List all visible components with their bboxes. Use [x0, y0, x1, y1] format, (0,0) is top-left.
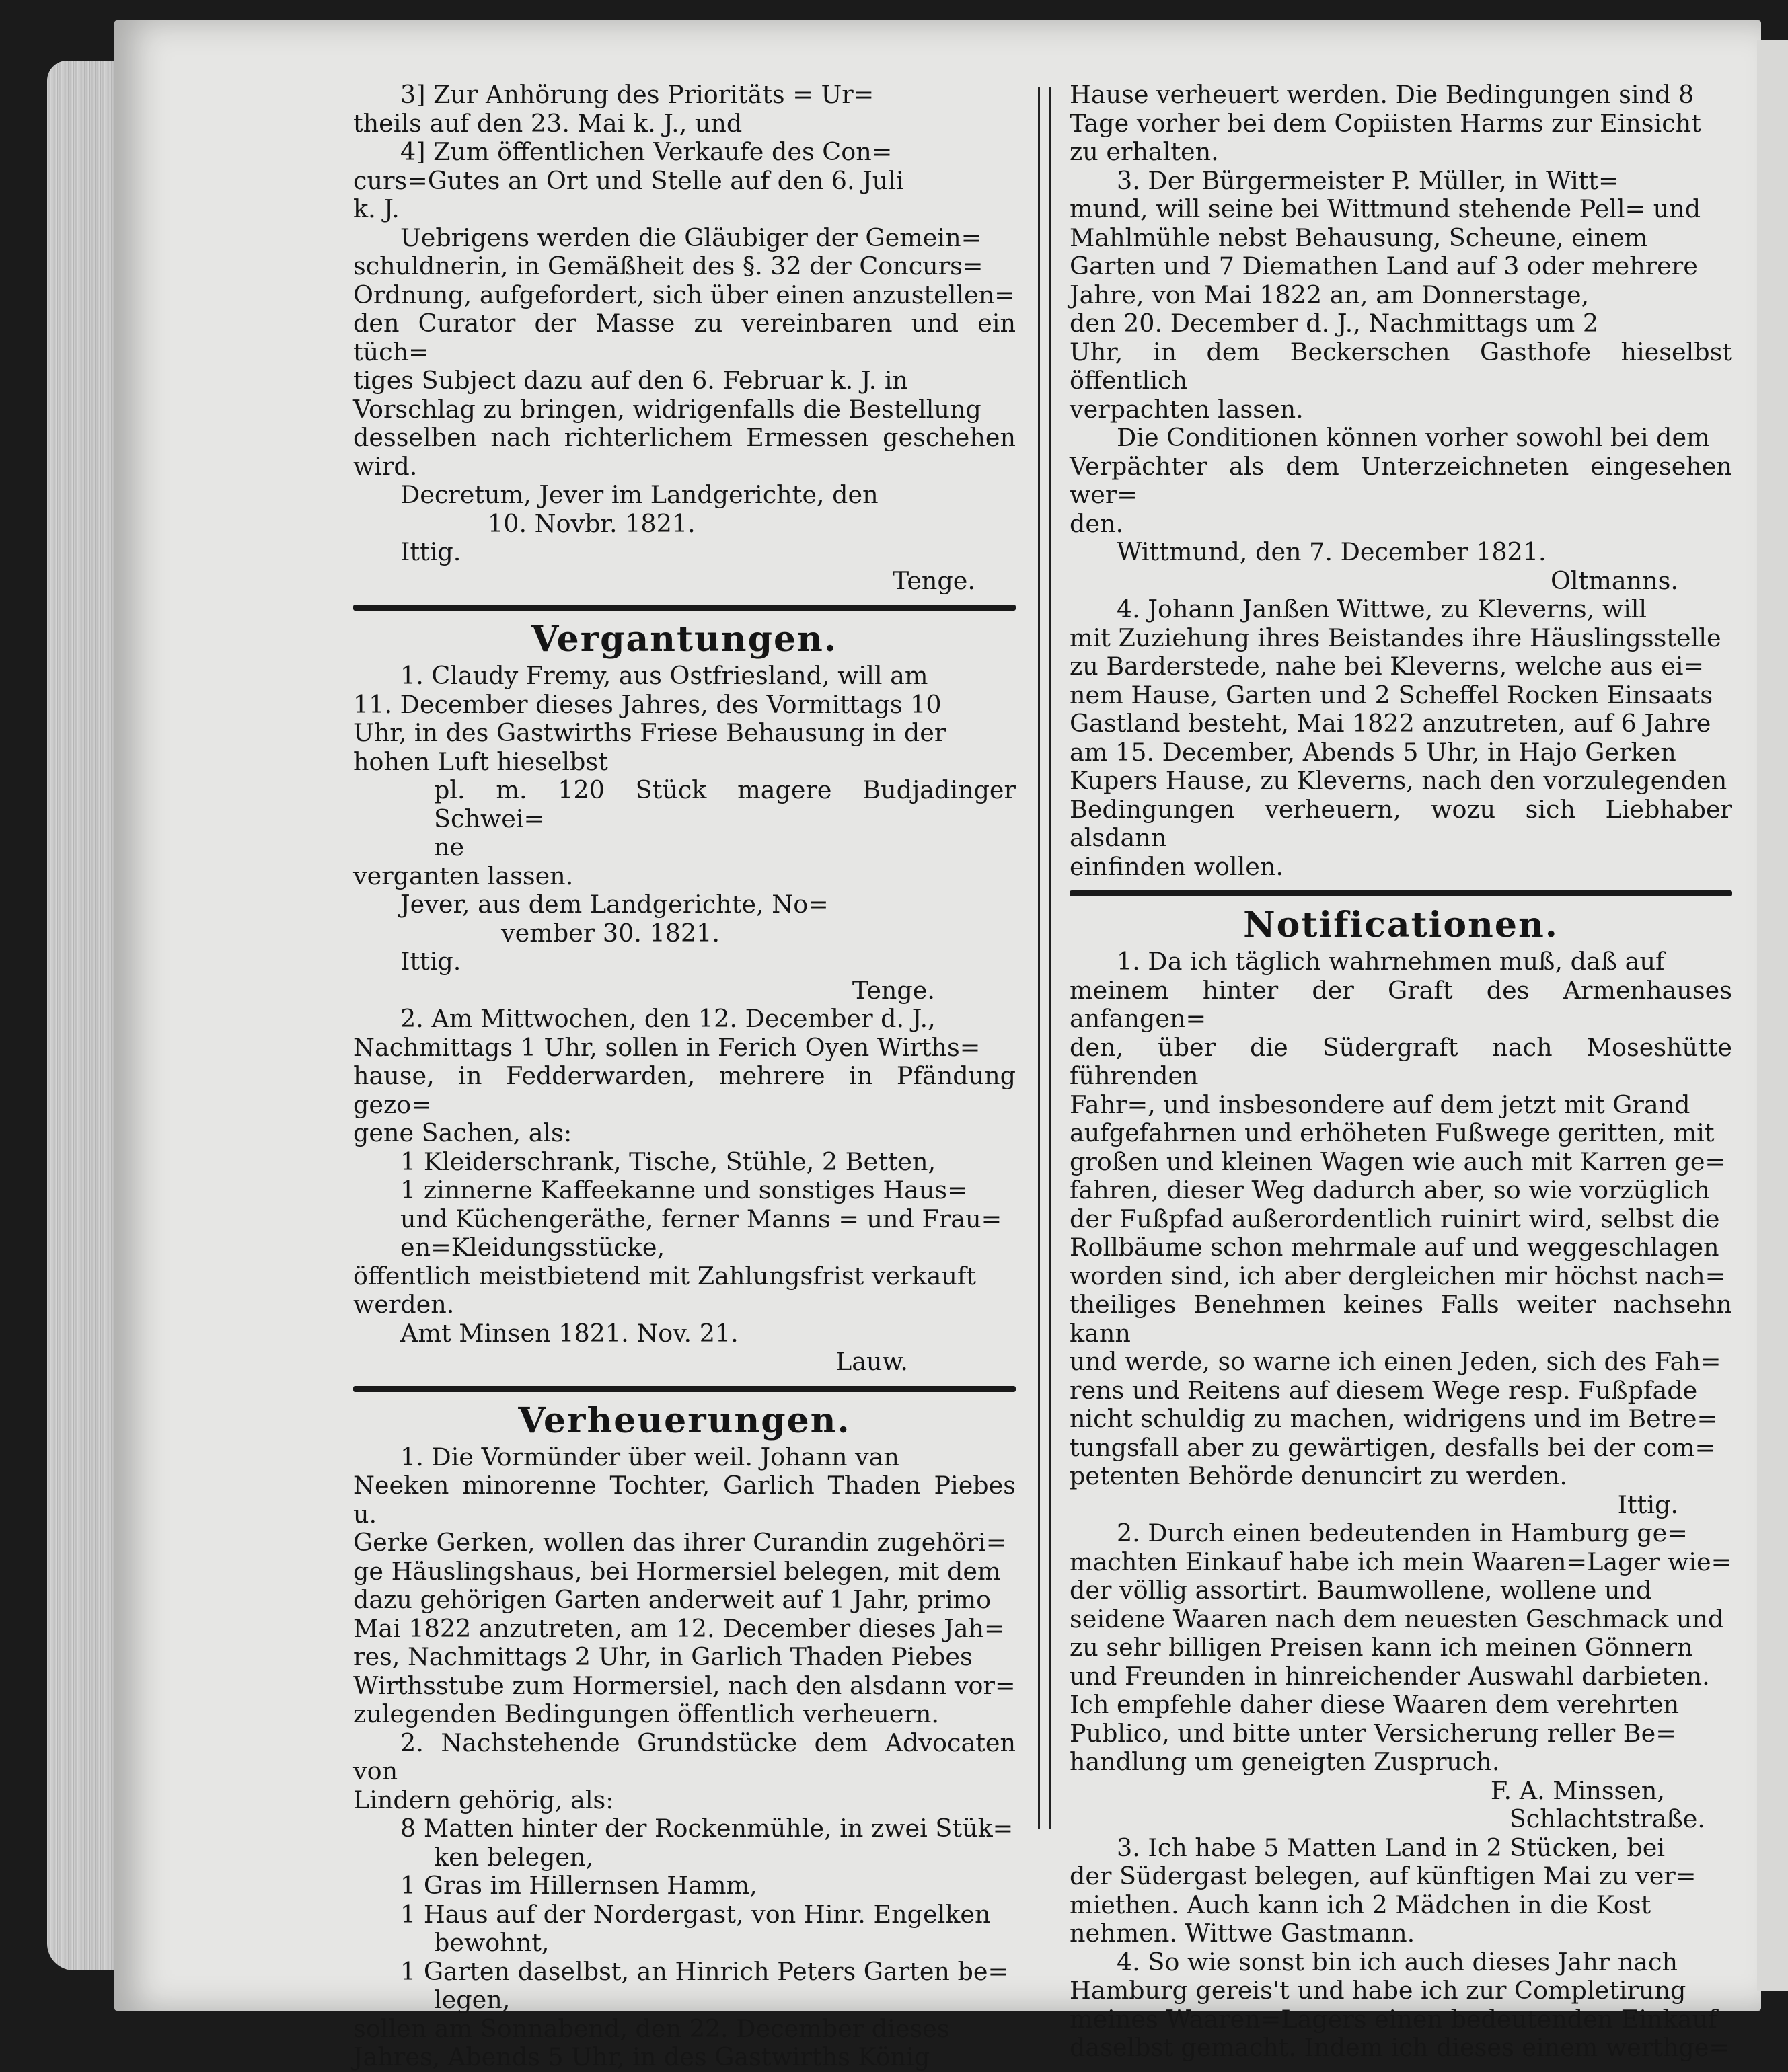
text-line: tungsfall aber zu gewärtigen, desfalls bei der com=	[1070, 1432, 1716, 1462]
text-line: und werde, so warne ich einen Jeden, sich des Fah=	[1070, 1347, 1721, 1376]
text-line: zu Barderstede, nahe bei Kleverns, welche aus ei=	[1070, 652, 1704, 681]
text-line: tiges Subject dazu auf den 6. Februar k. J. in	[353, 366, 909, 395]
text-line: dazu gehörigen Garten anderweit auf 1 Jahr, primo	[353, 1585, 992, 1614]
text-line: aufgefahrnen und erhöheten Fußwege geritten, mit	[1070, 1118, 1715, 1147]
column-separator	[1038, 87, 1051, 1829]
text-line: bewohnt,	[434, 1928, 550, 1957]
text-line: öffentlich meistbietend mit Zahlungsfrist verkauft	[353, 1261, 977, 1291]
text-line: fahren, dieser Weg dadurch aber, so wie vorzüglich	[1070, 1176, 1710, 1204]
text-line: schuldnerin, in Gemäßheit des §. 32 der Concurs=	[353, 252, 983, 280]
section-heading: Notificationen.	[1243, 905, 1559, 946]
text-line: den 20. December d. J., Nachmittags um 2	[1070, 309, 1599, 338]
text-line: Bedingungen verheuern, wozu sich Liebhaber alsdann	[1070, 794, 1732, 852]
text-line: Uhr, in dem Beckerschen Gasthofe hieselbst öffentlich	[1070, 337, 1732, 395]
text-line: Jahre, von Mai 1822 an, am Donnerstage,	[1070, 280, 1590, 309]
section-rule	[1070, 890, 1732, 896]
text-line: 2. Durch einen bedeutenden in Hamburg ge=	[1117, 1519, 1688, 1547]
text-line: ne	[434, 833, 465, 861]
signature: Ittig.	[400, 537, 461, 566]
left-column	[353, 81, 1016, 2072]
text-line: zulegenden Bedingungen öffentlich verheuern.	[353, 1699, 940, 1728]
text-line: Wirthsstube zum Hormersiel, nach den alsdann vor=	[353, 1671, 1016, 1700]
text-line: großen und kleinen Wagen wie auch mit Karren ge=	[1070, 1147, 1726, 1176]
section-heading: Vergantungen.	[531, 619, 837, 660]
text-line: Nachmittags 1 Uhr, sollen in Ferich Oyen Wirths=	[353, 1032, 981, 1062]
text-line: 4. Johann Janßen Wittwe, zu Kleverns, will	[1117, 594, 1647, 623]
text-line: Hamburg gereis't und habe ich zur Completirung	[1070, 1976, 1686, 2005]
signature: F. A. Minssen,	[1490, 1775, 1665, 1805]
text-line: Lindern gehörig, als:	[353, 1785, 614, 1814]
book-page-edges	[47, 61, 121, 1970]
text-line: werden.	[353, 1290, 455, 1319]
text-line: Uhr, in des Gastwirths Friese Behausung in der	[353, 718, 946, 747]
text-line: zu erhalten.	[1070, 137, 1219, 166]
text-line: rens und Reitens auf diesem Wege resp. Fußpfade	[1070, 1375, 1698, 1405]
text-line: einfinden wollen.	[1070, 851, 1283, 881]
text-line: 4. So wie sonst bin ich auch dieses Jahr nach	[1117, 1947, 1678, 1977]
text-line: en=Kleidungsstücke,	[400, 1233, 665, 1262]
text-line: curs=Gutes an Ort und Stelle auf den 6. Juli	[353, 165, 904, 195]
text-line: Verpächter als dem Unterzeichneten eingesehen wer=	[1070, 451, 1732, 509]
text-line: verpachten lassen.	[1070, 394, 1304, 424]
text-line: Jahres, Abends 5 Uhr, in des Gastwirths König	[353, 2042, 930, 2071]
date-line: Amt Minsen 1821. Nov. 21.	[400, 1318, 739, 1348]
text-line: Jever, aus dem Landgerichte, No=	[400, 890, 829, 919]
text-line: 3. Der Bürgermeister P. Müller, in Witt=	[1117, 165, 1619, 195]
signature: Oltmanns.	[1551, 566, 1678, 595]
text-line: gene Sachen, als:	[353, 1118, 572, 1147]
text-line: Kupers Hause, zu Kleverns, nach den vorzulegenden	[1070, 766, 1727, 795]
text-line: 1 Garten daselbst, an Hinrich Peters Garten be=	[400, 1956, 1009, 1986]
text-line: Publico, und bitte unter Versicherung reller Be=	[1070, 1718, 1676, 1748]
text-line: handlung um geneigten Zuspruch.	[1070, 1747, 1500, 1776]
text-line: Mahlmühle nebst Behausung, Scheune, einem	[1070, 223, 1648, 252]
signature: Lauw.	[835, 1347, 908, 1376]
text-line: 1. Claudy Fremy, aus Ostfriesland, will am	[400, 661, 928, 690]
text-line: petenten Behörde denuncirt zu werden.	[1070, 1461, 1568, 1490]
text-line: 2. Am Mittwochen, den 12. December d. J.,	[400, 1004, 936, 1033]
text-line: hause, in Fedderwarden, mehrere in Pfändung gezo=	[353, 1061, 1016, 1119]
text-line: machten Einkauf habe ich mein Waaren=Lager wie=	[1070, 1547, 1732, 1576]
text-line: der völlig assortirt. Baumwollene, wollene und	[1070, 1576, 1652, 1605]
text-line: miethen. Auch kann ich 2 Mädchen in die Kost	[1070, 1890, 1651, 1919]
text-line: Rollbäume schon mehrmale auf und weggeschlagen	[1070, 1233, 1719, 1262]
text-line: der Südergast belegen, auf künftigen Mai zu ver=	[1070, 1862, 1697, 1890]
text-line: Ich empfehle daher diese Waaren dem verehrten	[1070, 1690, 1680, 1719]
text-line: der Fußpfad außerordentlich ruinirt wird, selbst die	[1070, 1204, 1720, 1233]
next-page-edge	[1757, 40, 1788, 1991]
text-line: mit Zuziehung ihres Beistandes ihre Häuslingsstelle	[1070, 623, 1721, 652]
text-line: den Curator der Masse zu vereinbaren und ein tüch=	[353, 309, 1016, 367]
text-line: sollen am Sonnabend, den 22. December dieses	[353, 2013, 950, 2043]
text-line: res, Nachmittags 2 Uhr, in Garlich Thaden Piebes	[353, 1642, 973, 1671]
section-rule	[353, 605, 1016, 611]
signature: Tenge.	[852, 975, 935, 1005]
signature: Ittig.	[1617, 1490, 1678, 1519]
text-line: seidene Waaren nach dem neuesten Geschmack und	[1070, 1604, 1724, 1634]
text-line: nicht schuldig zu machen, widrigens und im Betre=	[1070, 1404, 1718, 1433]
text-line: desselben nach richterlichem Ermessen geschehen wird.	[353, 423, 1016, 481]
text-line: 3] Zur Anhörung des Prioritäts = Ur=	[400, 80, 874, 109]
text-line: 1 Haus auf der Nordergast, von Hinr. Engelken	[400, 1899, 991, 1929]
text-line: 2. Nachstehende Grundstücke dem Advocaten von	[353, 1728, 1016, 1786]
text-line: 3. Ich habe 5 Matten Land in 2 Stücken, bei	[1117, 1833, 1666, 1862]
text-line: Garten und 7 Diemathen Land auf 3 oder mehrere	[1070, 252, 1698, 280]
text-line: theiliges Benehmen keines Falls weiter nachsehn kann	[1070, 1290, 1732, 1348]
text-line: legen,	[434, 1985, 511, 2014]
text-line: Neeken minorenne Tochter, Garlich Thaden Piebes u.	[353, 1471, 1016, 1529]
text-line: daselbst gemacht. Indem ich dieses einem werthge=	[1070, 2033, 1729, 2062]
text-line: 1 zinnerne Kaffeekanne und sonstiges Haus=	[400, 1176, 968, 1204]
text-line: und Küchengeräthe, ferner Manns = und Frau=	[400, 1204, 1002, 1233]
text-line: hohen Luft hieselbst	[353, 746, 608, 776]
text-line: 8 Matten hinter der Rockenmühle, in zwei Stük=	[400, 1814, 1014, 1843]
text-line: nehmen. Wittwe Gastmann.	[1070, 1919, 1415, 1948]
text-line: 11. December dieses Jahres, des Vormittags 10	[353, 689, 942, 719]
text-line: ken belegen,	[434, 1842, 594, 1872]
section-rule	[353, 1386, 1016, 1392]
text-line: 4] Zum öffentlichen Verkaufe des Con=	[400, 137, 893, 166]
text-line: Ordnung, aufgefordert, sich über einen anzustellen=	[353, 280, 1015, 309]
text-line: worden sind, ich aber dergleichen mir höchst nach=	[1070, 1261, 1726, 1291]
text-line: 1. Die Vormünder über weil. Johann van	[400, 1442, 899, 1471]
signature: Ittig.	[400, 947, 461, 976]
text-line: pl. m. 120 Stück magere Budjadinger Schwei=	[434, 775, 1016, 833]
text-line: den, über die Südergraft nach Moseshütte führenden	[1070, 1032, 1732, 1090]
text-line: Uebrigens werden die Gläubiger der Gemein=	[400, 223, 982, 252]
text-line: meinem hinter der Graft des Armenhauses anfangen=	[1070, 975, 1732, 1033]
text-line: und Freunden in hinreichender Auswahl darbieten.	[1070, 1661, 1710, 1691]
text-line: verganten lassen.	[353, 861, 574, 890]
text-line: Tage vorher bei dem Copiisten Harms zur Einsicht	[1070, 108, 1701, 138]
signature-address: Schlachtstraße.	[1509, 1804, 1705, 1833]
text-line: Gastland besteht, Mai 1822 anzutreten, auf 6 Jahre	[1070, 709, 1711, 738]
right-column	[1070, 81, 1732, 2063]
date-line: vember 30. 1821.	[501, 918, 720, 948]
text-line: ge Häuslingshaus, bei Hormersiel belegen, mit dem	[353, 1556, 1001, 1586]
text-line: theils auf den 23. Mai k. J., und	[353, 108, 743, 138]
text-line: 1 Kleiderschrank, Tische, Stühle, 2 Betten,	[400, 1147, 936, 1176]
text-line: Die Conditionen können vorher sowohl bei dem	[1117, 423, 1710, 452]
text-line: Gerke Gerken, wollen das ihrer Curandin zugehöri=	[353, 1528, 1007, 1557]
text-line: 1 Gras im Hillernsen Hamm,	[400, 1871, 757, 1900]
text-line: Decretum, Jever im Landgerichte, den	[400, 480, 879, 509]
text-line: k. J.	[353, 194, 400, 223]
text-line: den.	[1070, 508, 1124, 538]
text-line: meines Waaren=Lagers einen bedeutenden Einkauf	[1070, 2004, 1717, 2034]
text-line: nem Hause, Garten und 2 Scheffel Rocken Einsaats	[1070, 680, 1713, 709]
text-line: Vorschlag zu bringen, widrigenfalls die Bestellung	[353, 394, 981, 424]
signature: Tenge.	[892, 566, 975, 595]
text-line: Fahr=, und insbesondere auf dem jetzt mit Grand	[1070, 1089, 1690, 1119]
text-line: mund, will seine bei Wittmund stehende Pell= und	[1070, 194, 1701, 223]
text-line: 1. Da ich täglich wahrnehmen muß, daß auf	[1117, 947, 1665, 976]
date-line: 10. Novbr. 1821.	[488, 508, 696, 538]
text-line: Mai 1822 anzutreten, am 12. December dieses Jah=	[353, 1613, 1005, 1643]
section-heading: Verheuerungen.	[518, 1399, 851, 1441]
text-line: Hause verheuert werden. Die Bedingungen sind 8	[1070, 80, 1694, 109]
text-line: am 15. December, Abends 5 Uhr, in Hajo Gerken	[1070, 737, 1676, 767]
text-line: zu sehr billigen Preisen kann ich meinen Gönnern	[1070, 1633, 1693, 1662]
date-line: Wittmund, den 7. December 1821.	[1117, 537, 1547, 566]
